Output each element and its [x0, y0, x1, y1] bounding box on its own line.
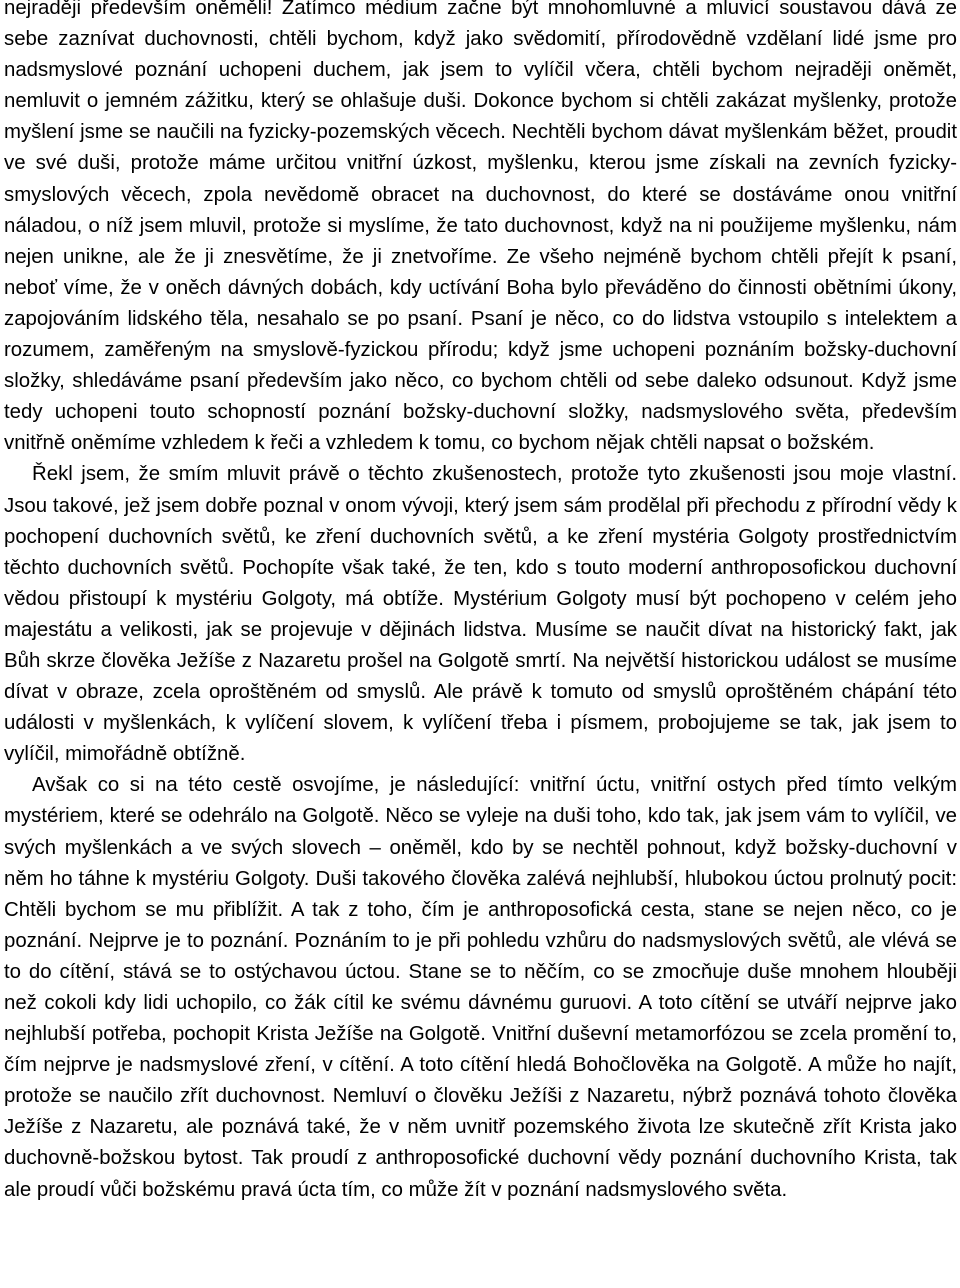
paragraph-1: nejraději především oněměli! Zatímco médium začne být mnohomluvné a mluvicí soustavou dává ze sebe zaznívat duchovnosti, chtěli bychom, když jako svědomití, přírodovědně vzdělaní lidé jsme pro nadsmyslové poznání uchopeni duchem, jak jsem to vylíčil včera, chtěli bychom nejraději oněmět, nemluvit o jemném zážitku, který se ohlašuje duši. Dokonce bychom si chtěli zakázat myšlenky, protože myšlení jsme se naučili na fyzicky-pozemských věcech. Nechtěli bychom dávat myšlenkám běžet, proudit ve své duši, protože máme určitou vnitřní úzkost, myšlenku, kterou jsme získali na zevních fyzicky-smyslových věcech, zpola nevědomě obracet na duchovnost, do které se dostáváme onou vnitřní náladou, o níž jsem mluvil, protože si myslíme, že tato duchovnost, když na ni použijeme myšlenku, nám nejen unikne, ale že ji znesvětíme, že ji znetvoříme. Ze všeho nejméně bychom chtěli přejít k psaní, neboť víme, že v oněch dávných dobách, kdy uctívání Boha bylo převáděno do činnosti obětními úkony, zapojováním lidského těla, nesahalo se po psaní. Psaní je něco, co do lidstva vstoupilo s intelektem a rozumem, zaměřeným na smyslově-fyzickou přírodu; když jsme uchopeni poznáním božsky-duchovní složky, shledáváme psaní především jako něco, co bychom chtěli od sebe daleko odsunout. Když jsme tedy uchopeni touto schopností poznání božsky-duchovní složky, nadsmyslového světa, především vnitřně oněmíme vzhledem k řeči a vzhledem k tomu, co bychom nějak chtěli napsat o božském. — [4, 0, 957, 455]
paragraph-2: Řekl jsem, že smím mluvit právě o těchto zkušenostech, protože tyto zkušenosti jsou moje vlastní. Jsou takové, jež jsem dobře poznal v onom vývoji, který jsem sám prodělal při přechodu z přírodní vědy k pochopení duchovních světů, ke zření duchovních světů, a ke zření mystéria Golgoty prostřednictvím těchto duchovních světů. Pochopíte však také, že ten, kdo s touto moderní anthroposofickou duchovní vědou přistoupí k mystériu Golgoty, má obtíže. Mystérium Golgoty musí být pochopeno v celém jeho majestátu a velikosti, jak se projevuje v dějinách lidstva. Musíme se naučit dívat na historický fakt, jak Bůh skrze člověka Ježíše z Nazaretu prošel na Golgotě smrtí. Na největší historickou událost se musíme dívat v obraze, zcela oproštěném od smyslů. Ale právě k tomuto od smyslů oproštěném chápání této události v myšlenkách, k vylíčení slovem, k vylíčení třeba i písmem, probojujeme se tak, jak jsem to vylíčil, mimořádně obtížně. — [4, 463, 957, 766]
paragraph-3: Avšak co si na této cestě osvojíme, je následující: vnitřní úctu, vnitřní ostych před tímto velkým mystériem, které se odehrálo na Golgotě. Něco se vyleje na duši toho, kdo tak, jak jsem vám to vylíčil, ve svých myšlenkách a ve svých slovech – oněměl, kdo by se nechtěl pohnout, když božsky-duchovní v něm ho táhne k mystériu Golgoty. Duši takového člověka zalévá nejhlubší, hlubokou úctou prolnutý pocit: Chtěli bychom se mu přiblížit. A tak z toho, čím je anthroposofická cesta, stane se nejen něco, co je poznání. Nejprve je to poznání. Poznáním to je při pohledu vzhůru do nadsmyslových světů, ale vlévá se to do cítění, stává se to ostýchavou úctou. Stane se to něčím, co se zmocňuje duše mnohem hlouběji než cokoli kdy lidi uchopilo, co žák cítil ke svému dávnému guruovi. A toto cítění se utváří nejprve jako nejhlubší potřeba, pochopit Krista Ježíše na Golgotě. Vnitřní duševní metamorfózou se zcela promění to, čím nejprve je nadsmyslové zření, v cítění. A toto cítění hledá Bohočlověka na Golgotě. A může ho najít, protože se naučilo zřít duchovnost. Nemluví o člověku Ježíši z Nazaretu, nýbrž poznává tohoto člověka Ježíše z Nazaretu, ale poznává také, že v něm uvnitř pozemského života lze skutečně zřít Krista jako duchovně-božskou bytost. Tak proudí z anthroposofické duchovní vědy poznání duchovního Krista, tak ale proudí vůči božskému pravá úcta tím, co může žít v poznání nadsmyslového světa. — [4, 774, 957, 1201]
